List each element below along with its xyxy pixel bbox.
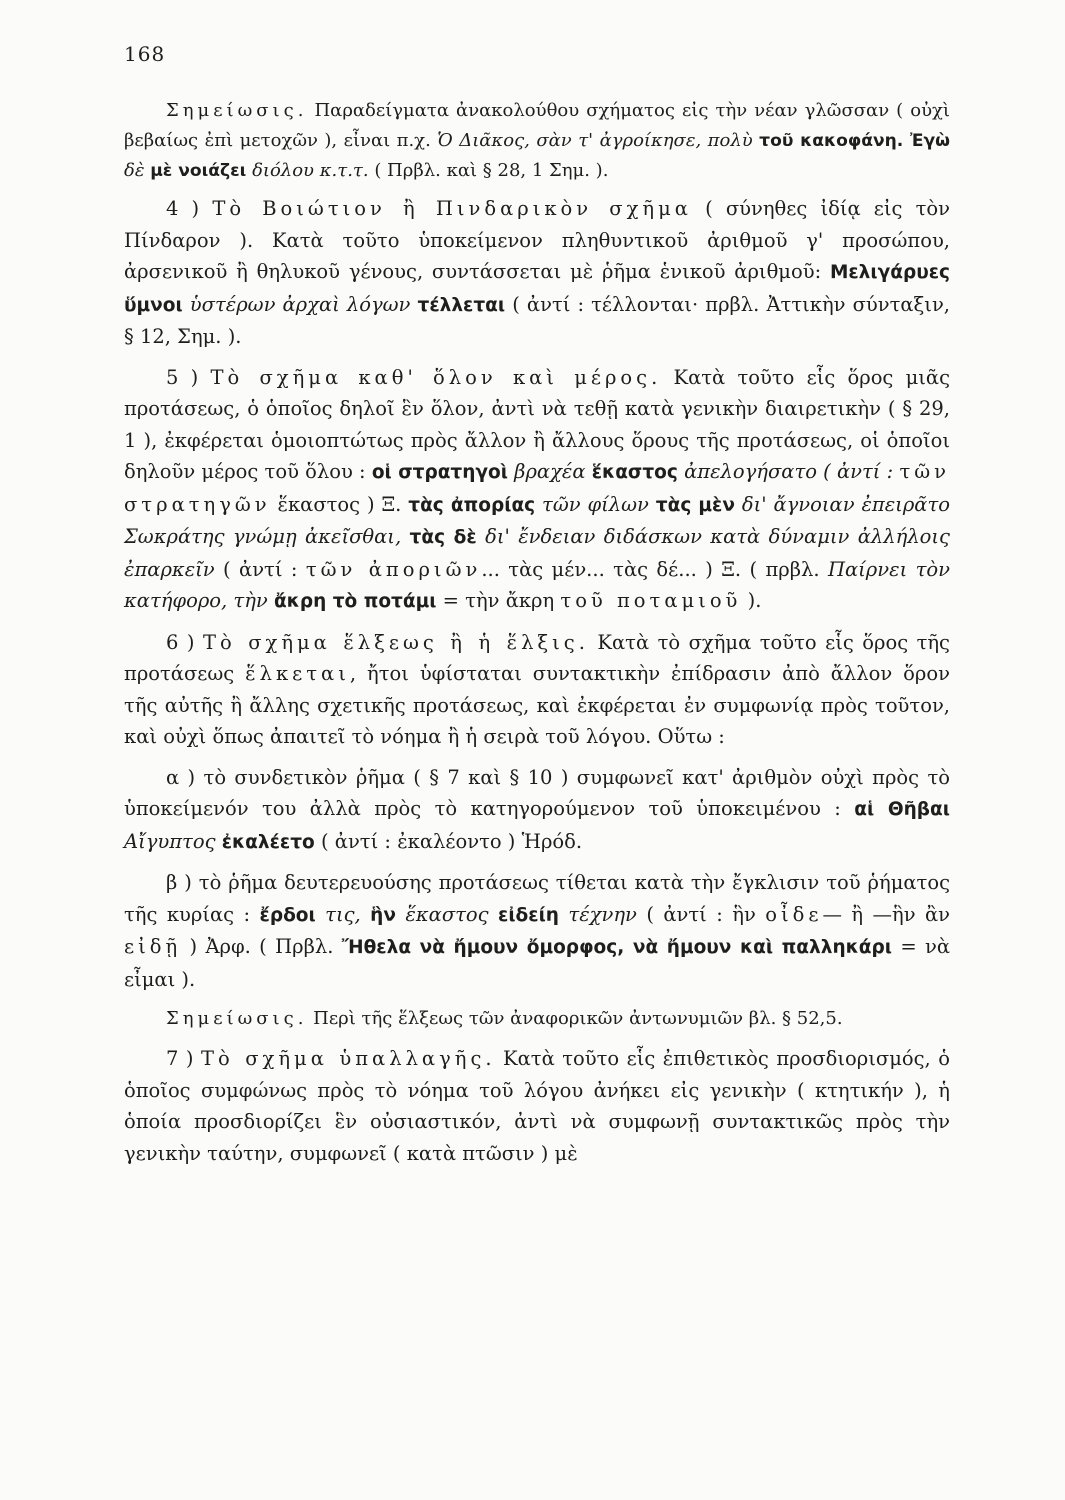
note-anacoluthon: Σημείωσις. Παραδείγματα ἀνακολούθου σχήματος εἰς τὴν νέαν γλῶσσαν ( οὐχὶ βεβαίως ἐπὶ μετοχῶν ), εἶναι π.χ. Ὁ Διᾶκος, σὰν τ' ἀγροίκησε, πολὺ τοῦ κακοφάνη. Ἐγὼ δὲ μὲ νοιάζει διόλου κ.τ.τ. ( Πρβλ. καὶ § 28, 1 Σημ. ). <box>124 100 950 181</box>
note-attraction-relative: Σημείωσις. Περὶ τῆς ἕλξεως τῶν ἀναφορικῶν ἀντωνυμιῶν βλ. § 52,5. <box>166 1008 843 1029</box>
item-beta: β ) τὸ ῥῆμα δευτερευούσης προτάσεως τίθεται κατὰ τὴν ἔγκλισιν τοῦ ῥήματος τῆς κυρίας : ἔρδοι τις, ἣν ἕκαστος εἰδείη τέχνην ( ἀντί : ἣν οἶδε— ἢ —ἣν ἂν εἰδῇ ) Ἀρφ. ( Πρβλ. Ἤθελα νὰ ἤμουν ὄμορφος, νὰ ἤμουν καὶ παλληκάρι = νὰ εἶμαι ). <box>124 871 951 991</box>
body-text <box>124 96 950 1178</box>
item-alpha: α ) τὸ συνδετικὸν ῥῆμα ( § 7 καὶ § 10 ) συμφωνεῖ κατ' ἀριθμὸν οὐχὶ πρὸς τὸ ὑποκείμενόν του ἀλλὰ πρὸς τὸ κατηγορούμενον τοῦ ὑποκειμένου : αἱ Θῆβαι Αἴγυπτος ἐκαλέετο ( ἀντί : ἐκαλέοντο ) Ἡρόδ. <box>124 765 950 853</box>
section-5-whole-part: 5 ) Τὸ σχῆμα καθ' ὅλον καὶ μέρος. Κατὰ τοῦτο εἷς ὅρος μιᾶς προτάσεως, ὁ ὁποῖος δηλοῖ ἓν ὅλον, ἀντὶ νὰ τεθῇ κατὰ γενικὴν διαιρετικὴν ( § 29, 1 ), ἐκφέρεται ὁμοιοπτώτως πρὸς ἄλλον ἢ ἄλλους ὅρους τῆς προτάσεως, οἱ ὁποῖοι δηλοῦν μέρος τοῦ ὅλου : οἱ στρατηγοὶ βραχέα ἕκαστος ἀπελογήσατο ( ἀντί : τῶν στρατηγῶν ἕκαστος ) Ξ. τὰς ἀπορίας τῶν φίλων τὰς μὲν δι' ἄγνοιαν ἐπειρᾶτο Σωκράτης γνώμῃ ἀκεῖσθαι, τὰς δὲ δι' ἔνδειαν διδάσκων κατὰ δύναμιν ἀλλήλοις ἐπαρκεῖν ( ἀντί : τῶν ἀποριῶν... τὰς μέν... τὰς δέ... ) Ξ. ( πρβλ. Παίρνει τὸν κατήφορο, τὴν ἄκρη τὸ ποτάμι = τὴν ἄκρη τοῦ ποταμιοῦ ). <box>124 365 950 612</box>
section-6-attraction: 6 ) Τὸ σχῆμα ἕλξεως ἢ ἡ ἕλξις. Κατὰ τὸ σχῆμα τοῦτο εἷς ὅρος τῆς προτάσεως ἕλκεται, ἤτοι ὑφίσταται συντακτικὴν ἐπίδρασιν ἀπὸ ἄλλον ὅρον τῆς αὐτῆς ἢ ἄλλης σχετικῆς προτάσεως, καὶ ἐκφέρεται ἐν συμφωνίᾳ πρὸς τοῦτον, καὶ οὐχὶ ὅπως ἀπαιτεῖ τὸ νόημα ἢ ἡ σειρὰ τοῦ λόγου. Οὕτω : <box>124 630 950 748</box>
page-number: 168 <box>124 42 166 66</box>
section-7-hypallage: 7 ) Τὸ σχῆμα ὑπαλλαγῆς. Κατὰ τοῦτο εἷς ἐπιθετικὸς προσδιορισμός, ὁ ὁποῖος συμφώνως πρὸς τὸ νόημα τοῦ λόγου ἀνήκει εἰς γενικὴν ( κτητικήν ), ἡ ὁποία προσδιορίζει ἓν οὐσιαστικόν, ἀντὶ νὰ συμφωνῇ συντακτικῶς πρὸς τὴν γενικὴν ταύτην, συμφωνεῖ ( κατὰ πτῶσιν ) μὲ <box>124 1047 950 1165</box>
section-4-boeotian: 4 ) Τὸ Βοιώτιον ἢ Πινδαρικὸν σχῆμα ( σύνηθες ἰδίᾳ εἰς τὸν Πίνδαρον ). Κατὰ τοῦτο ὑποκείμενον πληθυντικοῦ ἀριθμοῦ γ' προσώπου, ἀρσενικοῦ ἢ θηλυκοῦ γένους, συντάσσεται μὲ ῥῆμα ἑνικοῦ ἀριθμοῦ: Μελιγάρυες ὕμνοι ὑστέρων ἀρχαὶ λόγων τέλλεται ( ἀντί : τέλλονται· πρβλ. Ἀττικὴν σύνταξιν, § 12, Σημ. ). <box>124 197 950 348</box>
